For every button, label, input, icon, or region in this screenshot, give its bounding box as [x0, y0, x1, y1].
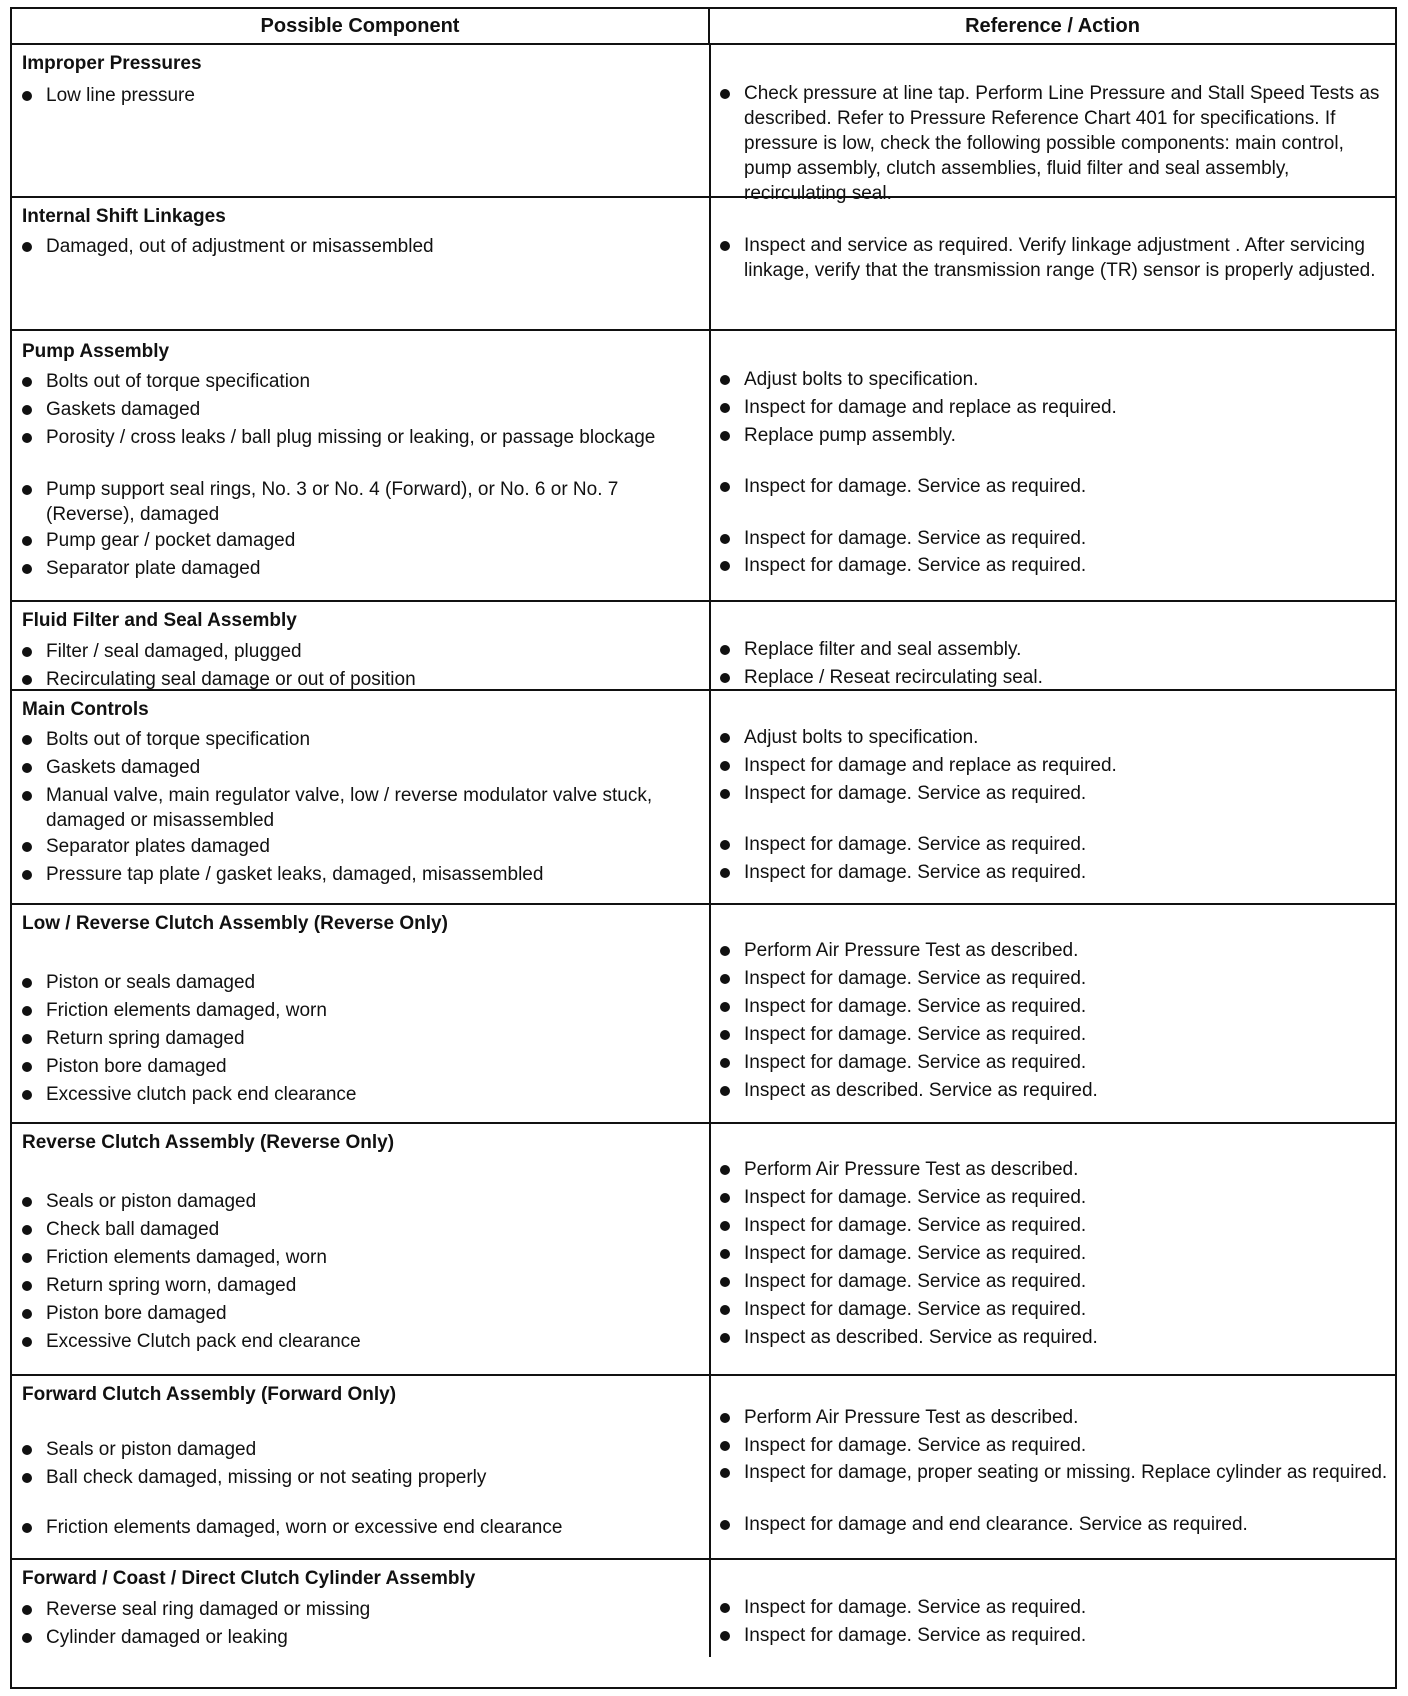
component-text: Damaged, out of adjustment or misassembled — [46, 236, 434, 257]
bullet-icon — [22, 1523, 32, 1533]
component-item — [22, 1301, 702, 1326]
column-divider — [709, 905, 711, 1122]
bullet-icon — [720, 561, 730, 571]
bullet-icon — [22, 1006, 32, 1016]
component-text: Manual valve, main regulator valve, low / reverse modulator valve stuck, damaged or misassembled — [46, 785, 653, 831]
bullet-icon — [22, 735, 32, 745]
troubleshooting-table — [10, 7, 1397, 1689]
table-section — [12, 331, 1395, 602]
bullet-icon — [720, 1305, 730, 1315]
action-item — [720, 1050, 1392, 1075]
bullet-icon — [720, 789, 730, 799]
bullet-icon — [720, 1603, 730, 1613]
component-item — [22, 1189, 702, 1214]
action-item — [720, 994, 1392, 1019]
action-text: Inspect for damage. Service as required. — [744, 528, 1087, 549]
action-item — [720, 423, 1392, 448]
action-text: Inspect for damage. Service as required. — [744, 1625, 1087, 1646]
column-divider — [709, 198, 711, 329]
component-text: Friction elements damaged, worn — [46, 1000, 327, 1021]
component-item — [22, 970, 702, 995]
action-text: Inspect for damage. Service as required. — [744, 1597, 1087, 1618]
action-item — [720, 367, 1392, 392]
bullet-icon — [22, 1337, 32, 1347]
action-text: Replace / Reseat recirculating seal. — [744, 667, 1043, 688]
action-item — [720, 1325, 1392, 1350]
component-item — [22, 1217, 702, 1242]
component-text: Seals or piston damaged — [46, 1191, 257, 1212]
component-text: Porosity / cross leaks / ball plug missing or leaking, or passage blockage — [46, 427, 656, 448]
bullet-icon — [22, 1253, 32, 1263]
component-text: Pump gear / pocket damaged — [46, 530, 296, 551]
bullet-icon — [720, 1086, 730, 1096]
action-text: Inspect for damage. Service as required. — [744, 834, 1087, 855]
bullet-icon — [720, 840, 730, 850]
section-title: Forward / Coast / Direct Clutch Cylinder Assembly — [22, 1568, 476, 1589]
component-item — [22, 862, 702, 887]
table-header — [12, 9, 1395, 45]
component-text: Pump support seal rings, No. 3 or No. 4 (Forward), or No. 6 or No. 7 (Reverse), damaged — [46, 479, 619, 525]
action-text: Inspect for damage. Service as required. — [744, 555, 1087, 576]
action-text: Inspect for damage. Service as required. — [744, 783, 1087, 804]
component-text: Check ball damaged — [46, 1219, 220, 1240]
bullet-icon — [22, 675, 32, 685]
bullet-icon — [720, 1277, 730, 1287]
action-text: Check pressure at line tap. Perform Line Pressure and Stall Speed Tests as described. Refer to Pressure Reference Chart 401 for specifications. If pressure is low, check the following possible components: main control, pump assembly, clutch assemblies, fluid filter and seal assembly, recirculating seal. — [744, 83, 1380, 204]
bullet-icon — [22, 1281, 32, 1291]
header-possible-component: Possible Component — [12, 9, 710, 43]
bullet-icon — [22, 1309, 32, 1319]
component-item — [22, 1515, 702, 1540]
component-item — [22, 477, 702, 527]
action-text: Inspect for damage. Service as required. — [744, 1435, 1087, 1456]
bullet-icon — [720, 1030, 730, 1040]
action-text: Replace filter and seal assembly. — [744, 639, 1022, 660]
bullet-icon — [22, 564, 32, 574]
bullet-icon — [720, 868, 730, 878]
action-text: Inspect and service as required. Verify linkage adjustment . After servicing linkage, verify that the transmission range (TR) sensor is properly adjusted. — [744, 235, 1376, 281]
bullet-icon — [720, 1333, 730, 1343]
header-reference-action: Reference / Action — [965, 14, 1140, 37]
bullet-icon — [22, 1633, 32, 1643]
bullet-icon — [22, 791, 32, 801]
bullet-icon — [720, 645, 730, 655]
component-item — [22, 83, 702, 108]
bullet-icon — [720, 946, 730, 956]
component-item — [22, 369, 702, 394]
component-text: Ball check damaged, missing or not seating properly — [46, 1467, 487, 1488]
column-divider — [709, 1124, 711, 1374]
action-item — [720, 637, 1392, 662]
action-text: Inspect as described. Service as required. — [744, 1080, 1098, 1101]
section-title: Forward Clutch Assembly (Forward Only) — [22, 1384, 397, 1405]
action-item — [720, 781, 1392, 806]
action-text: Perform Air Pressure Test as described. — [744, 940, 1079, 961]
bullet-icon — [720, 761, 730, 771]
bullet-icon — [22, 377, 32, 387]
bullet-icon — [22, 485, 32, 495]
bullet-icon — [22, 433, 32, 443]
component-item — [22, 755, 702, 780]
bullet-icon — [720, 1165, 730, 1175]
component-text: Cylinder damaged or leaking — [46, 1627, 288, 1648]
component-text: Return spring worn, damaged — [46, 1275, 297, 1296]
component-item — [22, 1026, 702, 1051]
action-item — [720, 1241, 1392, 1266]
component-item — [22, 998, 702, 1023]
action-item — [720, 832, 1392, 857]
action-item — [720, 1297, 1392, 1322]
column-divider — [709, 45, 711, 196]
action-item — [720, 1512, 1392, 1537]
component-item — [22, 397, 702, 422]
action-item — [720, 1460, 1392, 1485]
bullet-icon — [22, 405, 32, 415]
action-text: Inspect for damage. Service as required. — [744, 996, 1087, 1017]
table-section — [12, 198, 1395, 331]
component-text: Filter / seal damaged, plugged — [46, 641, 302, 662]
component-item — [22, 556, 702, 581]
action-text: Perform Air Pressure Test as described. — [744, 1159, 1079, 1180]
component-item — [22, 528, 702, 553]
component-item — [22, 1437, 702, 1462]
action-text: Inspect for damage. Service as required. — [744, 1052, 1087, 1073]
column-divider — [709, 602, 711, 689]
component-text: Gaskets damaged — [46, 757, 201, 778]
column-divider — [709, 1560, 711, 1657]
bullet-icon — [720, 1441, 730, 1451]
action-item — [720, 395, 1392, 420]
bullet-icon — [22, 242, 32, 252]
component-text: Low line pressure — [46, 85, 195, 106]
action-text: Inspect for damage. Service as required. — [744, 1215, 1087, 1236]
section-title: Low / Reverse Clutch Assembly (Reverse Only) — [22, 913, 448, 934]
component-item — [22, 1245, 702, 1270]
action-item — [720, 938, 1392, 963]
bullet-icon — [22, 842, 32, 852]
action-item — [720, 665, 1392, 690]
table-section — [12, 905, 1395, 1124]
action-text: Inspect for damage and end clearance. Service as required. — [744, 1514, 1248, 1535]
table-body — [12, 45, 1395, 1657]
component-text: Gaskets damaged — [46, 399, 201, 420]
action-item — [720, 1269, 1392, 1294]
component-text: Friction elements damaged, worn — [46, 1247, 327, 1268]
column-divider — [709, 1376, 711, 1558]
bullet-icon — [720, 1058, 730, 1068]
bullet-icon — [22, 1034, 32, 1044]
bullet-icon — [720, 673, 730, 683]
component-item — [22, 234, 702, 259]
table-section — [12, 602, 1395, 691]
action-text: Perform Air Pressure Test as described. — [744, 1407, 1079, 1428]
component-item — [22, 727, 702, 752]
action-text: Inspect for damage. Service as required. — [744, 1187, 1087, 1208]
action-text: Inspect for damage and replace as required. — [744, 755, 1117, 776]
bullet-icon — [720, 1221, 730, 1231]
bullet-icon — [720, 431, 730, 441]
bullet-icon — [720, 241, 730, 251]
table-section — [12, 1124, 1395, 1376]
bullet-icon — [720, 1249, 730, 1259]
action-item — [720, 1022, 1392, 1047]
action-item — [720, 526, 1392, 551]
action-item — [720, 966, 1392, 991]
section-title: Fluid Filter and Seal Assembly — [22, 610, 297, 631]
bullet-icon — [22, 1090, 32, 1100]
action-item — [720, 233, 1392, 283]
column-divider — [709, 691, 711, 903]
component-text: Piston bore damaged — [46, 1303, 227, 1324]
section-title: Pump Assembly — [22, 341, 170, 362]
action-text: Inspect for damage. Service as required. — [744, 1243, 1087, 1264]
bullet-icon — [22, 536, 32, 546]
table-section — [12, 691, 1395, 905]
action-item — [720, 1623, 1392, 1648]
action-text: Inspect as described. Service as required. — [744, 1327, 1098, 1348]
component-text: Return spring damaged — [46, 1028, 245, 1049]
action-item — [720, 474, 1392, 499]
bullet-icon — [22, 763, 32, 773]
component-text: Excessive Clutch pack end clearance — [46, 1331, 361, 1352]
table-section — [12, 45, 1395, 204]
bullet-icon — [22, 1197, 32, 1207]
bullet-icon — [720, 974, 730, 984]
component-text: Excessive clutch pack end clearance — [46, 1084, 357, 1105]
section-title: Internal Shift Linkages — [22, 206, 226, 227]
action-item — [720, 1595, 1392, 1620]
component-text: Seals or piston damaged — [46, 1439, 257, 1460]
section-title: Reverse Clutch Assembly (Reverse Only) — [22, 1132, 395, 1153]
component-item — [22, 1273, 702, 1298]
bullet-icon — [22, 1225, 32, 1235]
bullet-icon — [22, 1605, 32, 1615]
bullet-icon — [720, 375, 730, 385]
bullet-icon — [22, 1062, 32, 1072]
action-text: Inspect for damage. Service as required. — [744, 1299, 1087, 1320]
action-item — [720, 1185, 1392, 1210]
table-section — [12, 1560, 1395, 1657]
action-text: Inspect for damage. Service as required. — [744, 1271, 1087, 1292]
action-item — [720, 1213, 1392, 1238]
component-text: Separator plate damaged — [46, 558, 261, 579]
action-text: Inspect for damage. Service as required. — [744, 862, 1087, 883]
bullet-icon — [22, 1473, 32, 1483]
component-text: Reverse seal ring damaged or missing — [46, 1599, 371, 1620]
component-item — [22, 1082, 702, 1107]
bullet-icon — [720, 1002, 730, 1012]
action-text: Inspect for damage. Service as required. — [744, 1024, 1087, 1045]
bullet-icon — [22, 978, 32, 988]
component-item — [22, 834, 702, 859]
action-text: Adjust bolts to specification. — [744, 727, 979, 748]
bullet-icon — [720, 1413, 730, 1423]
component-item — [22, 639, 702, 664]
bullet-icon — [720, 1193, 730, 1203]
action-text: Inspect for damage. Service as required. — [744, 476, 1087, 497]
component-item — [22, 1597, 702, 1622]
component-text: Bolts out of torque specification — [46, 371, 311, 392]
component-text: Separator plates damaged — [46, 836, 270, 857]
component-item — [22, 783, 702, 833]
component-text: Friction elements damaged, worn or excessive end clearance — [46, 1517, 563, 1538]
bullet-icon — [720, 534, 730, 544]
component-item — [22, 1625, 702, 1650]
bullet-icon — [720, 1468, 730, 1478]
action-text: Adjust bolts to specification. — [744, 369, 979, 390]
column-divider — [709, 331, 711, 600]
bullet-icon — [720, 403, 730, 413]
component-item — [22, 1054, 702, 1079]
action-item — [720, 81, 1392, 206]
component-text: Piston or seals damaged — [46, 972, 256, 993]
bullet-icon — [22, 870, 32, 880]
bullet-icon — [720, 89, 730, 99]
action-text: Inspect for damage. Service as required. — [744, 968, 1087, 989]
section-title: Main Controls — [22, 699, 149, 720]
bullet-icon — [720, 1631, 730, 1641]
action-item — [720, 1078, 1392, 1103]
action-text: Inspect for damage and replace as required. — [744, 397, 1117, 418]
bullet-icon — [720, 733, 730, 743]
action-item — [720, 753, 1392, 778]
component-item — [22, 1329, 702, 1354]
action-item — [720, 860, 1392, 885]
bullet-icon — [720, 1520, 730, 1530]
bullet-icon — [22, 647, 32, 657]
component-text: Pressure tap plate / gasket leaks, damaged, misassembled — [46, 864, 544, 885]
component-text: Piston bore damaged — [46, 1056, 227, 1077]
action-item — [720, 553, 1392, 578]
action-item — [720, 1433, 1392, 1458]
action-item — [720, 725, 1392, 750]
table-section — [12, 1376, 1395, 1560]
component-item — [22, 425, 702, 450]
component-item — [22, 667, 702, 692]
action-item — [720, 1157, 1392, 1182]
component-text: Recirculating seal damage or out of position — [46, 669, 416, 690]
section-title: Improper Pressures — [22, 53, 202, 74]
action-text: Inspect for damage, proper seating or missing. Replace cylinder as required. — [744, 1462, 1388, 1483]
bullet-icon — [22, 1445, 32, 1455]
bullet-icon — [22, 91, 32, 101]
action-text: Replace pump assembly. — [744, 425, 956, 446]
bullet-icon — [720, 482, 730, 492]
component-text: Bolts out of torque specification — [46, 729, 311, 750]
component-item — [22, 1465, 702, 1490]
action-item — [720, 1405, 1392, 1430]
